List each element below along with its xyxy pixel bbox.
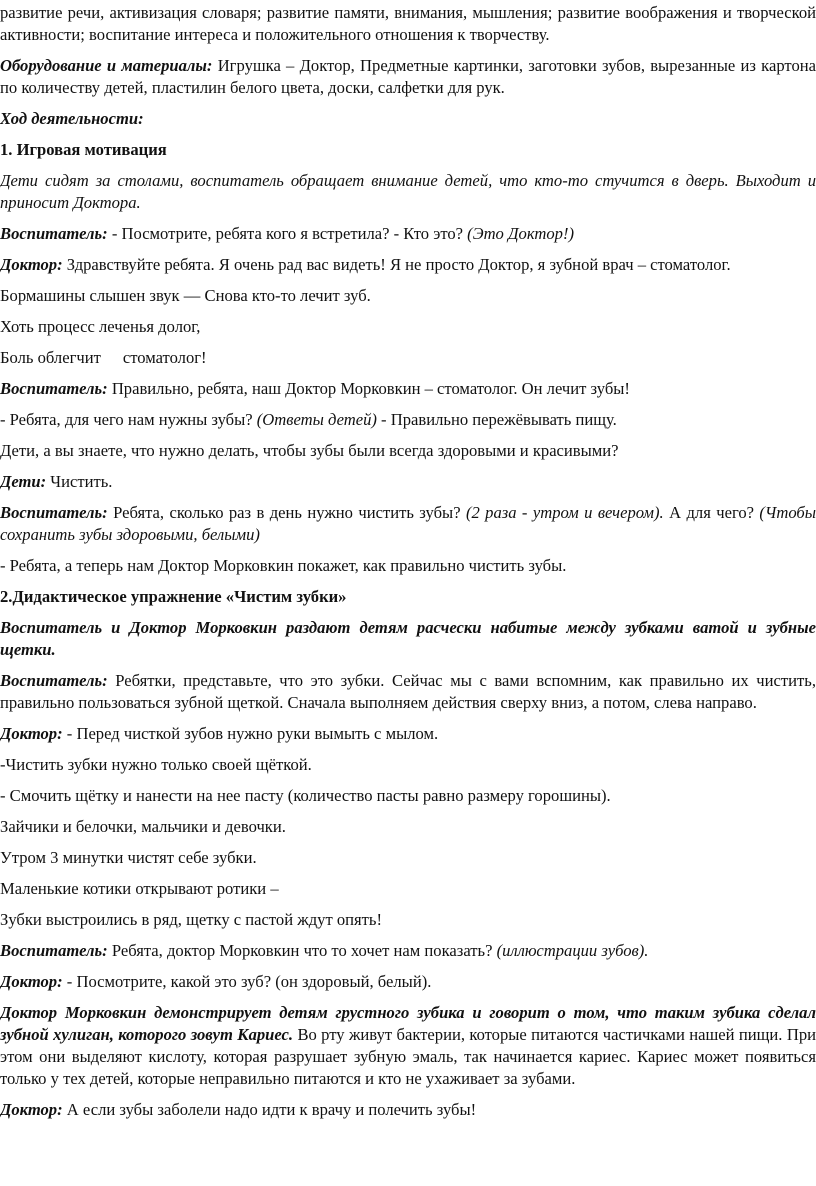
line-doctor-4 (0, 1099, 816, 1121)
poem-line-3 (0, 347, 816, 369)
line-teacher-4 (0, 670, 816, 714)
course-title (0, 108, 816, 130)
speaker-label: Воспитатель: (0, 503, 108, 522)
speaker-label: Воспитатель: (0, 224, 108, 243)
line-italic: (2 раза - утром и вечером). (465, 503, 664, 522)
verse-line-3 (0, 878, 816, 900)
verse-line-4 (0, 909, 816, 931)
line-italic: (Это Доктор!) (467, 224, 575, 243)
line-text: Дети, а вы знаете, что нужно делать, чтобы зубы были всегда здоровыми и красивыми? (0, 441, 619, 460)
line-text: - Посмотрите, какой это зуб? (он здоровый, белый). (62, 972, 432, 991)
line-caries (0, 1002, 816, 1090)
line-paste (0, 785, 816, 807)
poem-text: стоматолог! (122, 348, 207, 367)
line-doctor-1 (0, 254, 816, 276)
equipment-text: Игрушка – Доктор, Предметные картинки, заготовки зубов, вырезанные из картона по количеству детей, пластилин белого цвета, доски, салфетки для рук. (0, 56, 816, 97)
equipment-paragraph (0, 55, 816, 99)
line-text: Правильно, ребята, наш Доктор Морковкин – стоматолог. Он лечит зубы! (107, 379, 630, 398)
poem-text: Бормашины слышен звук — Снова кто-то лечит зуб. (0, 286, 371, 305)
verse-line-2 (0, 847, 816, 869)
speaker-label: Воспитатель: (0, 941, 108, 960)
verse-text: Маленькие котики открывают ротики – (0, 879, 279, 898)
poem-text: Хоть процесс леченья долог, (0, 317, 201, 336)
line-italic: (Чтобы сохранить зубы здоровыми, белыми) (0, 503, 816, 544)
line-own-brush (0, 754, 816, 776)
line-doctor-2 (0, 723, 816, 745)
poem-text: Боль облегчит (0, 348, 101, 367)
speaker-label: Дети: (0, 472, 47, 491)
line-text: - Смочить щётку и нанести на нее пасту (количество пасты равно размеру горошины). (0, 786, 611, 805)
line-show-brushing (0, 555, 816, 577)
speaker-label: Доктор: (0, 1100, 63, 1119)
verse-text: Утром 3 минутки чистят себе зубки. (0, 848, 257, 867)
poem-line-2 (0, 316, 816, 338)
line-text: - Ребята, для чего нам нужны зубы? (0, 410, 257, 429)
verse-text: Зайчики и белочки, мальчики и девочки. (0, 817, 286, 836)
section2-intro (0, 617, 816, 661)
line-text: А для чего? (663, 503, 760, 522)
section1-intro-text: Дети сидят за столами, воспитатель обращает внимание детей, что кто-то стучится в дверь. Выходит и приносит Доктора. (0, 171, 816, 212)
line-text: Ребята, сколько раз в день нужно чистить зубы? (107, 503, 466, 522)
line-text: - Ребята, а теперь нам Доктор Морковкин покажет, как правильно чистить зубы. (0, 556, 567, 575)
line-text: Во рту живут бактерии, которые питаются частичками нашей пищи. При этом они выделяют кислоту, которая разрушает зубную эмаль, так начинается кариес. Кариес может появиться только у тех детей, которые неправильно питаются и кто не ухаживает за зубами. (0, 1025, 816, 1088)
line-teacher-1 (0, 223, 816, 245)
section1-title-text: 1. Игровая мотивация (0, 140, 167, 159)
line-text: Ребятки, представьте, что это зубки. Сейчас мы с вами вспомним, как правильно их чистить, правильно пользоваться зубной щеткой. Сначала выполняем действия сверху вниз, а потом, слева направо. (0, 671, 816, 712)
line-text: - Перед чисткой зубов нужно руки вымыть с мылом. (62, 724, 439, 743)
speaker-label: Доктор: (0, 972, 63, 991)
speaker-label: Воспитатель: (0, 671, 108, 690)
line-text: Чистить. (46, 472, 113, 491)
line-italic: (иллюстрации зубов). (496, 941, 649, 960)
line-text: - Правильно пережёвывать пищу. (376, 410, 617, 429)
equipment-label: Оборудование и материалы: (0, 56, 213, 75)
line-text: А если зубы заболели надо идти к врачу и полечить зубы! (62, 1100, 477, 1119)
section1-intro (0, 170, 816, 214)
line-question-healthy (0, 440, 816, 462)
line-text: -Чистить зубки нужно только своей щёткой. (0, 755, 312, 774)
speaker-label: Доктор: (0, 255, 63, 274)
line-text: Ребята, доктор Морковкин что то хочет нам показать? (107, 941, 497, 960)
section2-intro-text: Воспитатель и Доктор Морковкин раздают детям расчески набитые между зубками ватой и зубные щетки. (0, 618, 816, 659)
line-text: - Посмотрите, ребята кого я встретила? - Кто это? (107, 224, 468, 243)
speaker-label: Доктор: (0, 724, 63, 743)
line-italic: (Ответы детей) (256, 410, 377, 429)
line-text: Здравствуйте ребята. Я очень рад вас видеть! Я не просто Доктор, я зубной врач – стоматолог. (62, 255, 731, 274)
line-teacher-2 (0, 378, 816, 400)
intro-text: развитие речи, активизация словаря; развитие памяти, внимания, мышления; развитие воображения и творческой активности; воспитание интереса и положительного отношения к творчеству. (0, 3, 816, 44)
speaker-label: Воспитатель: (0, 379, 108, 398)
line-bold-italic: Доктор Морковкин демонстрирует детям грустного зубика и говорит о том, что таким зубика сделал зубной хулиган, которого зовут Кариес. (0, 1003, 816, 1044)
section2-title (0, 586, 816, 608)
verse-line-1 (0, 816, 816, 838)
line-teacher-5 (0, 940, 816, 962)
verse-text: Зубки выстроились в ряд, щетку с пастой ждут опять! (0, 910, 383, 929)
poem-line-1 (0, 285, 816, 307)
line-question-teeth (0, 409, 816, 431)
line-children-1 (0, 471, 816, 493)
course-title-text: Ход деятельности: (0, 109, 144, 128)
intro-paragraph (0, 2, 816, 46)
section2-title-text: 2.Дидактическое упражнение «Чистим зубки» (0, 587, 347, 606)
line-teacher-3 (0, 502, 816, 546)
section1-title (0, 139, 816, 161)
line-doctor-3 (0, 971, 816, 993)
